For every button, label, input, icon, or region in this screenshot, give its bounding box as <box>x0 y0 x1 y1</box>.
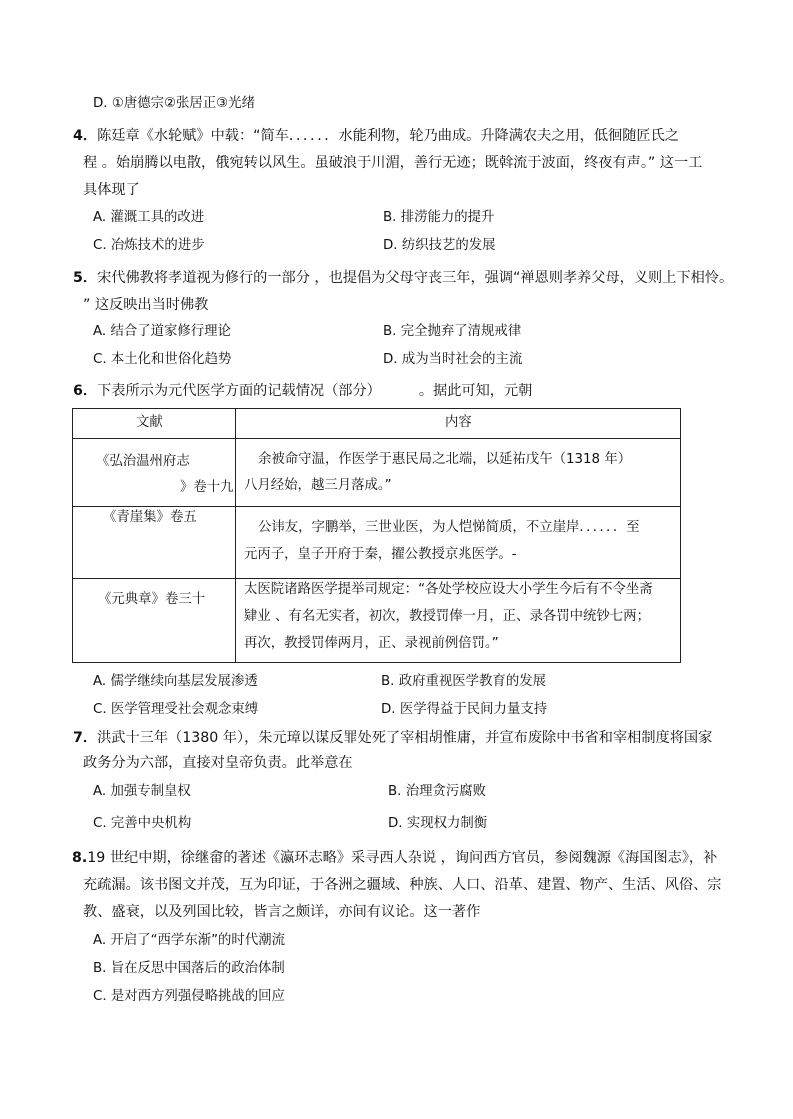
q7-option-c: C. 完善中央机构 <box>93 816 192 831</box>
q4-option-b: B. 排涝能力的提升 <box>383 210 495 225</box>
q7-stem-line1 <box>73 728 712 748</box>
q7-number: 7． <box>73 730 98 746</box>
q5-option-a: A. 结合了道家修行理论 <box>93 324 231 339</box>
row3-content-b: 肄业 、有名无实者，初次，教授罚俸一月，正、录各罚中统钞七两； <box>244 609 650 624</box>
row3-source: 《元典章》卷三十 <box>98 592 206 607</box>
q5-option-d: D. 成为当时社会的主流 <box>383 352 523 367</box>
row1-source-a: 《弘治温州府志 <box>96 454 190 469</box>
q4-stem-line3: 具体现了 <box>83 182 140 198</box>
table-row1-content <box>236 439 681 507</box>
q5-number: 5． <box>73 270 98 286</box>
row2-content-a: 公讳友，字鹏举，三世业医，为人恺悌简质，不立崖岸．．．．．．至 <box>258 520 640 535</box>
q3-option-d: D. ①唐德宗②张居正③光绪 <box>93 96 255 111</box>
q6-option-c: C. 医学管理受社会观念束缚 <box>93 702 259 717</box>
q6-stem-text: 下表所示为元代医学方面的记载情况（部分） <box>97 383 381 399</box>
q5-option-c: C. 本土化和世俗化趋势 <box>93 352 232 367</box>
row1-content-a: 余被命守温，作医学于惠民局之北端，以延祐戊午（1318 年） <box>258 452 632 467</box>
table-header-source-label: 文献 <box>136 415 163 430</box>
q4-stem-text1: 陈廷章《水轮赋》中载：“简车．．．．．．水能利物，轮乃曲成。升降满农夫之用，低徊随匠氏之 <box>97 128 679 144</box>
q8-stem-line3: 教、盛衰，以及列国比较，皆言之颇详，亦间有议论。这一著作 <box>83 904 481 920</box>
q6-stem-tail: 。据此可知，元朝 <box>418 383 533 399</box>
q7-stem-text1: 洪武十三年（1380 年），朱元璋以谋反罪处死了宰相胡惟庸，并宣布废除中书省和宰相制度将国家 <box>97 730 713 746</box>
q5-stem-line1 <box>73 268 733 288</box>
q4-option-a: A. 灌溉工具的改进 <box>93 210 205 225</box>
q6-number: 6． <box>73 383 98 399</box>
q4-number: 4． <box>73 128 98 144</box>
q6-option-a: A. 儒学继续向基层发展渗透 <box>93 674 258 689</box>
q6-option-d: D. 医学得益于民间力量支持 <box>381 702 548 717</box>
q4-stem-line2: 程 。始崩腾以电散，俄宛转以风生。虽破浪于川湄，善行无迹；既斡流于波面，终夜有声。” 这一工 <box>83 155 703 171</box>
row2-source: 《青崖集》卷五 <box>103 510 197 525</box>
row1-content-b: 八月经始，越三月落成。” <box>244 478 392 493</box>
q4-option-c: C. 冶炼技术的进步 <box>93 238 205 253</box>
q7-option-b: B. 治理贪污腐败 <box>388 784 487 799</box>
q4-stem-line1 <box>73 126 679 146</box>
q8-number: 8. <box>72 850 88 866</box>
row1-source-b: 》卷十九 <box>180 480 234 495</box>
row3-content-a: 太医院诸路医学提举司规定：“各处学校应设大小学生今后有不令坐斋 <box>244 582 653 597</box>
q8-stem-text1: 19 世纪中期，徐继畲的著述《瀛环志略》采寻西人杂说 ，询问西方官员，参阅魏源《海国图志》，补 <box>87 850 718 866</box>
q8-option-c: C. 是对西方列强侵略挑战的回应 <box>93 989 285 1004</box>
q6-stem <box>73 381 532 401</box>
q7-option-a: A. 加强专制皇权 <box>93 784 191 799</box>
q8-stem-line2: 充疏漏。该书图文并茂，互为印证，于各洲之疆域、种族、人口、沿革、建置、物产、生活、风俗、宗 <box>83 877 722 893</box>
q5-stem-line2: ” 这反映出当时佛教 <box>83 297 209 313</box>
q7-stem-line2: 政务分为六部，直接对皇帝负责。此举意在 <box>83 755 353 771</box>
row3-content-c: 再次，教授罚俸两月，正、录视前例倍罚。” <box>244 636 499 651</box>
q8-option-a: A. 开启了“西学东渐”的时代潮流 <box>93 933 285 948</box>
q7-option-d: D. 实现权力制衡 <box>388 816 488 831</box>
q8-option-b: B. 旨在反思中国落后的政治体制 <box>93 961 285 976</box>
table-header-content-label: 内容 <box>445 415 472 430</box>
q4-option-d: D. 纺织技艺的发展 <box>383 238 496 253</box>
q5-stem-text1: 宋代佛教将孝道视为修行的一部分 ，也提倡为父母守丧三年，强调“禅恩则孝养父母，义则上下相怜。 <box>97 270 734 286</box>
q8-stem-line1 <box>72 848 717 868</box>
q5-option-b: B. 完全抛弃了清规戒律 <box>383 324 522 339</box>
q6-option-b: B. 政府重视医学教育的发展 <box>381 674 546 689</box>
row2-content-b: 元丙子，皇子开府于秦，擢公教授京兆医学。- <box>244 547 517 562</box>
